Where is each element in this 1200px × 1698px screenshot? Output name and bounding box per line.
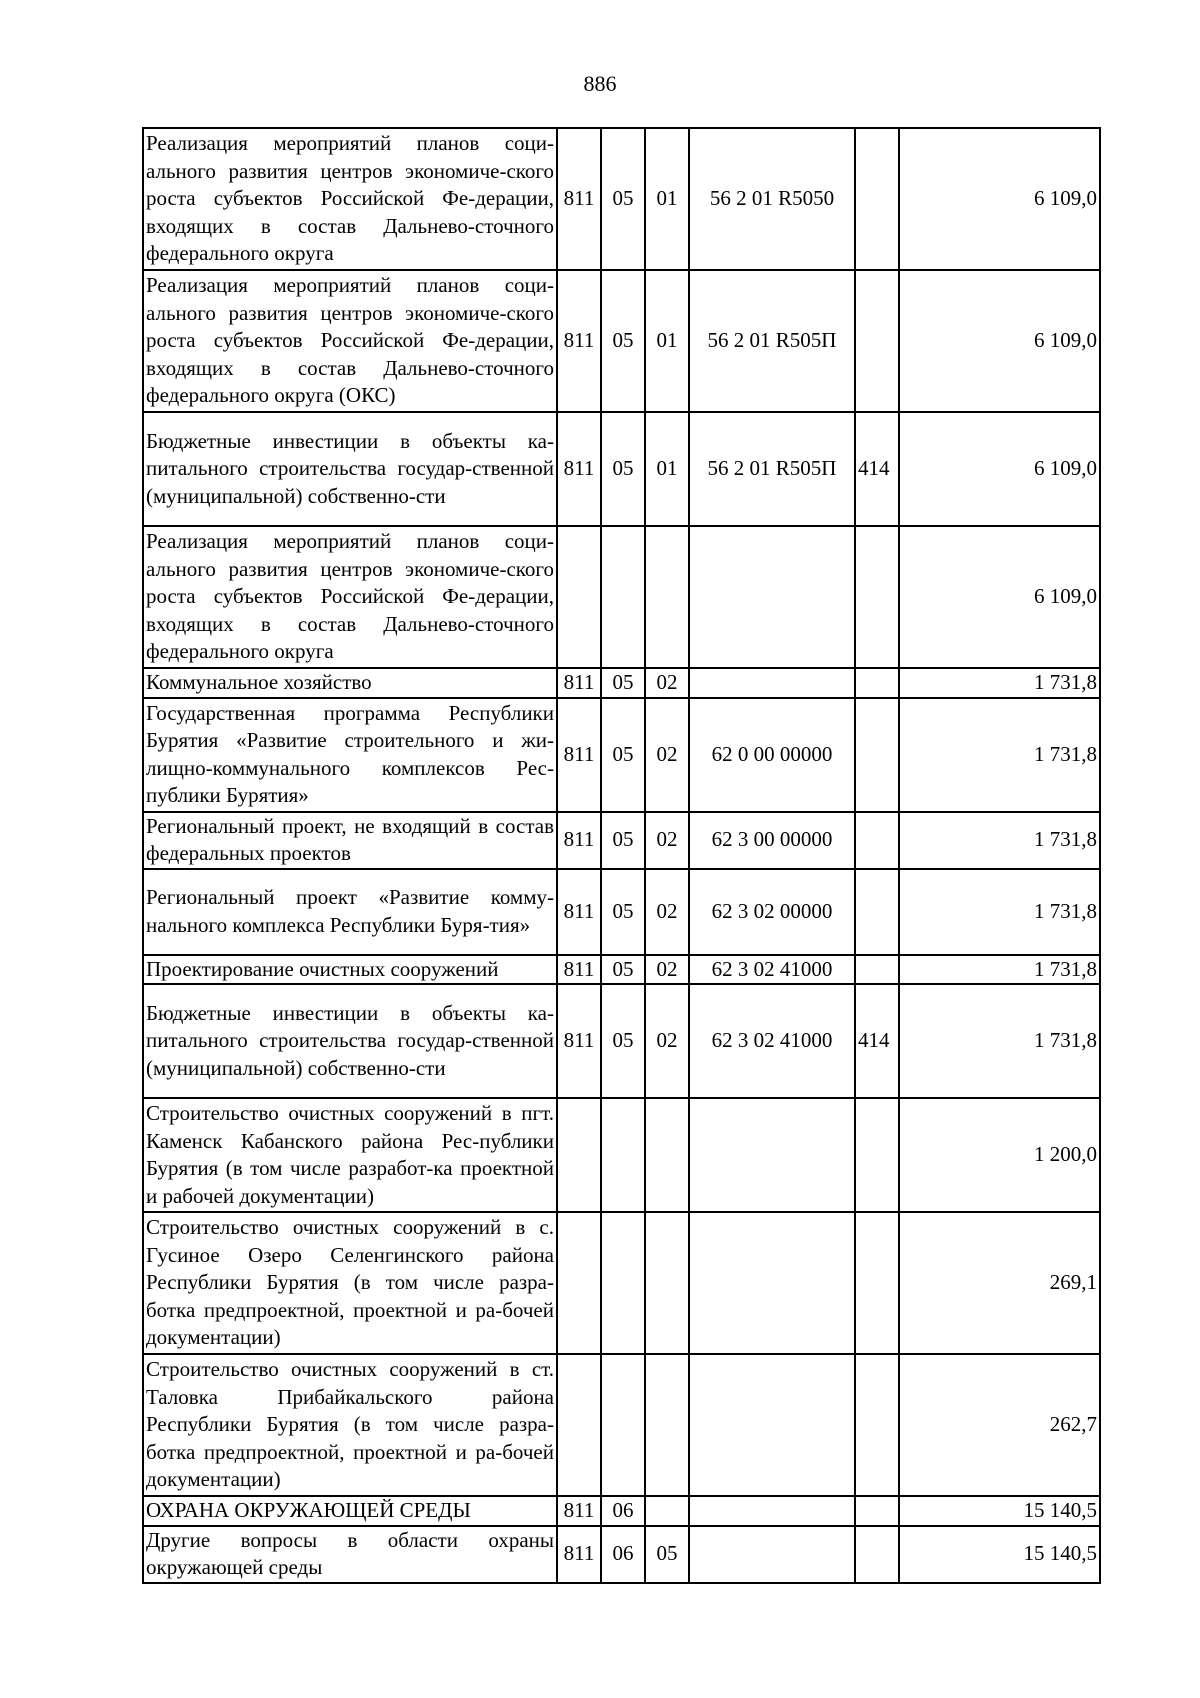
ministry-code (557, 1354, 601, 1496)
ministry-code: 811 (557, 698, 601, 812)
row-name: Строительство очистных сооружений в пгт. Каменск Кабанского района Рес-публики Бурятия (в том числе разработ-ка проектной и рабочей документации) (143, 1098, 557, 1212)
row-name: Реализация мероприятий планов соци-ального развития центров экономиче-ского роста субъектов Российской Фе-дерации, входящих в состав Дальнево-сточного федерального округа (143, 128, 557, 270)
section-code: 05 (601, 412, 645, 526)
ministry-code: 811 (557, 869, 601, 955)
target-article-code: 56 2 01 R5050 (689, 128, 855, 270)
ministry-code: 811 (557, 984, 601, 1098)
target-article-code (689, 1526, 855, 1583)
section-code: 05 (601, 698, 645, 812)
expense-type-code (855, 1212, 899, 1354)
target-article-code: 62 3 00 00000 (689, 812, 855, 869)
target-article-code (689, 668, 855, 698)
page-number: 886 (583, 71, 617, 96)
section-code (601, 526, 645, 668)
row-name: Проектирование очистных сооружений (143, 955, 557, 985)
budget-table (142, 127, 1101, 1584)
ministry-code: 811 (557, 270, 601, 412)
subsection-code (645, 1212, 689, 1354)
expense-type-code (855, 812, 899, 869)
amount: 1 200,0 (899, 1098, 1100, 1212)
section-code: 06 (601, 1526, 645, 1583)
subsection-code (645, 1354, 689, 1496)
expense-type-code (855, 1496, 899, 1526)
expense-type-code: 414 (855, 412, 899, 526)
subsection-code: 01 (645, 270, 689, 412)
subsection-code: 02 (645, 698, 689, 812)
expense-type-code: 414 (855, 984, 899, 1098)
subsection-code: 01 (645, 412, 689, 526)
row-name: Строительство очистных сооружений в с. Гусиное Озеро Селенгинского района Республики Бурятия (в том числе разра-ботка предпроектной, проектной и ра-бочей документации) (143, 1212, 557, 1354)
amount: 6 109,0 (899, 270, 1100, 412)
section-code (601, 1354, 645, 1496)
target-article-code (689, 1098, 855, 1212)
target-article-code (689, 526, 855, 668)
amount: 15 140,5 (899, 1496, 1100, 1526)
ministry-code: 811 (557, 1496, 601, 1526)
row-name: Другие вопросы в области охраны окружающей среды (143, 1526, 557, 1583)
table-row (143, 526, 1100, 668)
section-code: 05 (601, 270, 645, 412)
amount: 6 109,0 (899, 412, 1100, 526)
expense-type-code (855, 955, 899, 985)
target-article-code (689, 1354, 855, 1496)
row-name: Государственная программа Республики Бурятия «Развитие строительного и жи-лищно-коммунального комплексов Рес-публики Бурятия» (143, 698, 557, 812)
section-code: 05 (601, 869, 645, 955)
subsection-code: 01 (645, 128, 689, 270)
table-row (143, 270, 1100, 412)
expense-type-code (855, 1098, 899, 1212)
table-row (143, 1354, 1100, 1496)
subsection-code: 02 (645, 869, 689, 955)
amount: 262,7 (899, 1354, 1100, 1496)
ministry-code (557, 1098, 601, 1212)
table-row (143, 869, 1100, 955)
subsection-code (645, 1098, 689, 1212)
table-row (143, 955, 1100, 985)
amount: 6 109,0 (899, 526, 1100, 668)
table-row (143, 1496, 1100, 1526)
section-code: 05 (601, 812, 645, 869)
amount: 1 731,8 (899, 812, 1100, 869)
amount: 1 731,8 (899, 698, 1100, 812)
amount: 1 731,8 (899, 955, 1100, 985)
amount: 269,1 (899, 1212, 1100, 1354)
expense-type-code (855, 1526, 899, 1583)
ministry-code (557, 1212, 601, 1354)
expense-type-code (855, 869, 899, 955)
subsection-code (645, 1496, 689, 1526)
subsection-code (645, 526, 689, 668)
ministry-code: 811 (557, 412, 601, 526)
amount: 1 731,8 (899, 869, 1100, 955)
table-row (143, 812, 1100, 869)
row-name: Бюджетные инвестиции в объекты ка-питального строительства государ-ственной (муниципальной) собственно-сти (143, 984, 557, 1098)
table-row (143, 1526, 1100, 1583)
target-article-code: 62 3 02 41000 (689, 955, 855, 985)
section-code: 05 (601, 668, 645, 698)
expense-type-code (855, 270, 899, 412)
ministry-code: 811 (557, 668, 601, 698)
section-code (601, 1098, 645, 1212)
target-article-code: 62 3 02 00000 (689, 869, 855, 955)
expense-type-code (855, 698, 899, 812)
target-article-code: 62 0 00 00000 (689, 698, 855, 812)
table-row (143, 984, 1100, 1098)
ministry-code: 811 (557, 955, 601, 985)
table-row (143, 668, 1100, 698)
subsection-code: 05 (645, 1526, 689, 1583)
target-article-code: 56 2 01 R505П (689, 412, 855, 526)
amount: 1 731,8 (899, 984, 1100, 1098)
row-name: Региональный проект «Развитие комму-нального комплекса Республики Буря-тия» (143, 869, 557, 955)
section-code: 05 (601, 955, 645, 985)
expense-type-code (855, 1354, 899, 1496)
ministry-code: 811 (557, 1526, 601, 1583)
section-code (601, 1212, 645, 1354)
section-code: 06 (601, 1496, 645, 1526)
amount: 15 140,5 (899, 1526, 1100, 1583)
amount: 1 731,8 (899, 668, 1100, 698)
table-row (143, 698, 1100, 812)
expense-type-code (855, 668, 899, 698)
ministry-code: 811 (557, 812, 601, 869)
section-code: 05 (601, 128, 645, 270)
subsection-code: 02 (645, 955, 689, 985)
table-row (143, 1098, 1100, 1212)
row-name: Реализация мероприятий планов соци-ального развития центров экономиче-ского роста субъектов Российской Фе-дерации, входящих в состав Дальнево-сточного федерального округа (ОКС) (143, 270, 557, 412)
target-article-code (689, 1212, 855, 1354)
expense-type-code (855, 128, 899, 270)
ministry-code (557, 526, 601, 668)
target-article-code (689, 1496, 855, 1526)
row-name: Бюджетные инвестиции в объекты ка-питального строительства государ-ственной (муниципальной) собственно-сти (143, 412, 557, 526)
row-name: Реализация мероприятий планов соци-ального развития центров экономиче-ского роста субъектов Российской Фе-дерации, входящих в состав Дальнево-сточного федерального округа (143, 526, 557, 668)
table-row (143, 412, 1100, 526)
row-name: ОХРАНА ОКРУЖАЮЩЕЙ СРЕДЫ (143, 1496, 557, 1526)
row-name: Региональный проект, не входящий в состав федеральных проектов (143, 812, 557, 869)
row-name: Строительство очистных сооружений в ст. Таловка Прибайкальского района Республики Бурятия (в том числе разра-ботка предпроектной, проектной и ра-бочей документации) (143, 1354, 557, 1496)
target-article-code: 62 3 02 41000 (689, 984, 855, 1098)
target-article-code: 56 2 01 R505П (689, 270, 855, 412)
row-name: Коммунальное хозяйство (143, 668, 557, 698)
expense-type-code (855, 526, 899, 668)
table-row (143, 128, 1100, 270)
subsection-code: 02 (645, 984, 689, 1098)
amount: 6 109,0 (899, 128, 1100, 270)
subsection-code: 02 (645, 812, 689, 869)
ministry-code: 811 (557, 128, 601, 270)
table-row (143, 1212, 1100, 1354)
subsection-code: 02 (645, 668, 689, 698)
section-code: 05 (601, 984, 645, 1098)
